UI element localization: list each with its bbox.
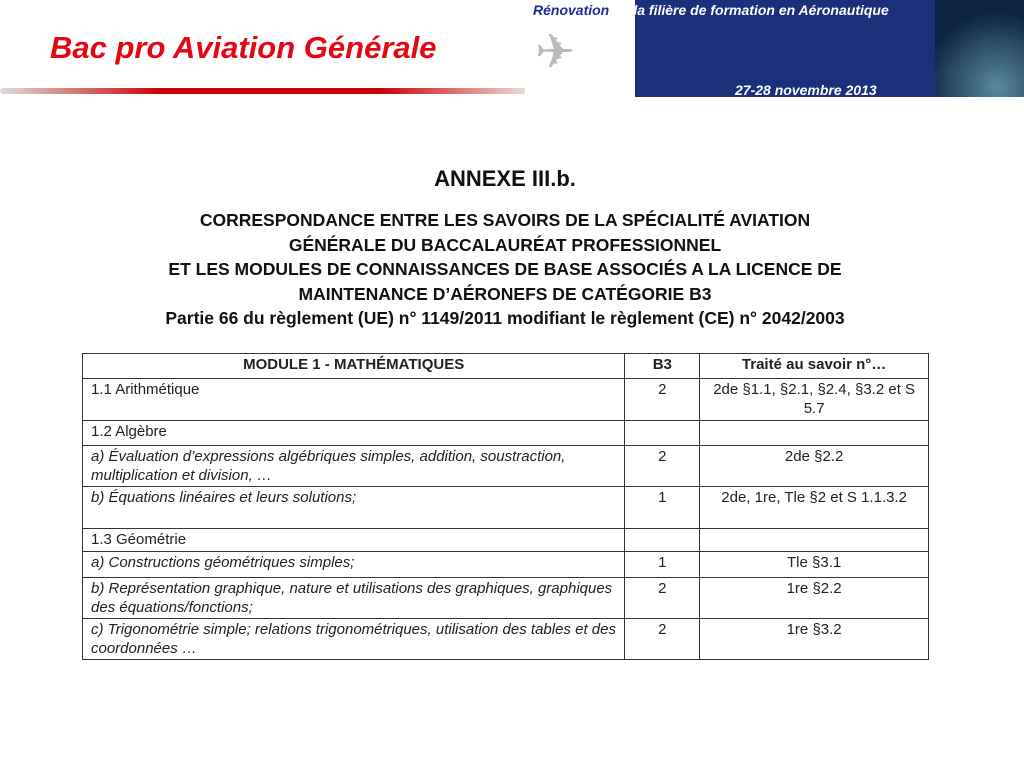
banner-highlight: Rénovation xyxy=(533,2,610,18)
b3-level-cell: 2 xyxy=(625,578,700,619)
subtitle-line: MAINTENANCE D’AÉRONEFS DE CATÉGORIE B3 xyxy=(298,283,712,304)
module-cell: 1.2 Algèbre xyxy=(83,421,625,446)
table-row xyxy=(83,379,929,421)
table-row xyxy=(83,619,929,660)
module-cell: b) Équations linéaires et leurs solutions; xyxy=(83,487,625,529)
module-cell: 1.1 Arithmétique xyxy=(83,379,625,421)
b3-level-cell xyxy=(625,529,700,552)
savoir-cell: 2de §1.1, §2.1, §2.4, §3.2 et S 5.7 xyxy=(700,379,929,421)
slide-title: Bac pro Aviation Générale xyxy=(50,30,437,65)
event-banner xyxy=(525,0,1024,97)
savoir-cell: 1re §3.2 xyxy=(700,619,929,660)
subtitle-line: GÉNÉRALE DU BACCALAURÉAT PROFESSIONNEL xyxy=(288,234,722,255)
subtitle-line: CORRESPONDANCE ENTRE LES SAVOIRS DE LA SPÉCIALITÉ AVIATION xyxy=(199,210,811,230)
savoir-cell xyxy=(700,421,929,446)
banner-date: 27-28 novembre 2013 xyxy=(735,82,877,98)
module-cell: a) Constructions géométriques simples; xyxy=(83,552,625,578)
table-row xyxy=(83,421,929,446)
title-underline xyxy=(0,88,540,94)
savoir-cell: Tle §3.1 xyxy=(700,552,929,578)
savoir-cell: 1re §2.2 xyxy=(700,578,929,619)
module-cell: b) Représentation graphique, nature et utilisations des graphiques, graphiques des équations/fonctions; xyxy=(83,578,625,619)
module-cell: c) Trigonométrie simple; relations trigonométriques, utilisation des tables et des coordonnées … xyxy=(83,619,625,660)
module-cell: a) Évaluation d’expressions algébriques simples, addition, soustraction, multiplication et division, … xyxy=(83,446,625,487)
header-module: MODULE 1 - MATHÉMATIQUES xyxy=(83,354,625,379)
b3-level-cell: 2 xyxy=(625,619,700,660)
header-b3: B3 xyxy=(625,354,700,379)
banner-title-text: de la filière de formation en Aéronautique xyxy=(613,2,889,18)
savoir-cell: 2de, 1re, Tle §2 et S 1.1.3.2 xyxy=(700,487,929,529)
airplane-icon: ✈ xyxy=(535,26,576,79)
table-row xyxy=(83,578,929,619)
b3-level-cell: 1 xyxy=(625,552,700,578)
b3-level-cell xyxy=(625,421,700,446)
table-row xyxy=(83,529,929,552)
table-row xyxy=(83,552,929,578)
header-savoir: Traité au savoir n°… xyxy=(700,354,929,379)
annex-title: ANNEXE III.b. xyxy=(434,166,576,191)
subtitle-line: Partie 66 du règlement (UE) n° 1149/2011 modifiant le règlement (CE) n° 2042/2003 xyxy=(165,308,845,328)
b3-level-cell: 1 xyxy=(625,487,700,529)
table-header xyxy=(83,354,929,379)
b3-level-cell: 2 xyxy=(625,446,700,487)
table-row xyxy=(83,487,929,529)
banner-title xyxy=(533,2,889,18)
banner-satellite-image xyxy=(935,0,1024,97)
savoir-cell xyxy=(700,529,929,552)
correspondence-table xyxy=(82,353,929,660)
b3-level-cell: 2 xyxy=(625,379,700,421)
savoir-cell: 2de §2.2 xyxy=(700,446,929,487)
module-cell: 1.3 Géométrie xyxy=(83,529,625,552)
table-row xyxy=(83,446,929,487)
subtitle-line: ET LES MODULES DE CONNAISSANCES DE BASE ASSOCIÉS A LA LICENCE DE xyxy=(168,259,842,279)
annex-subtitle xyxy=(0,208,1010,331)
